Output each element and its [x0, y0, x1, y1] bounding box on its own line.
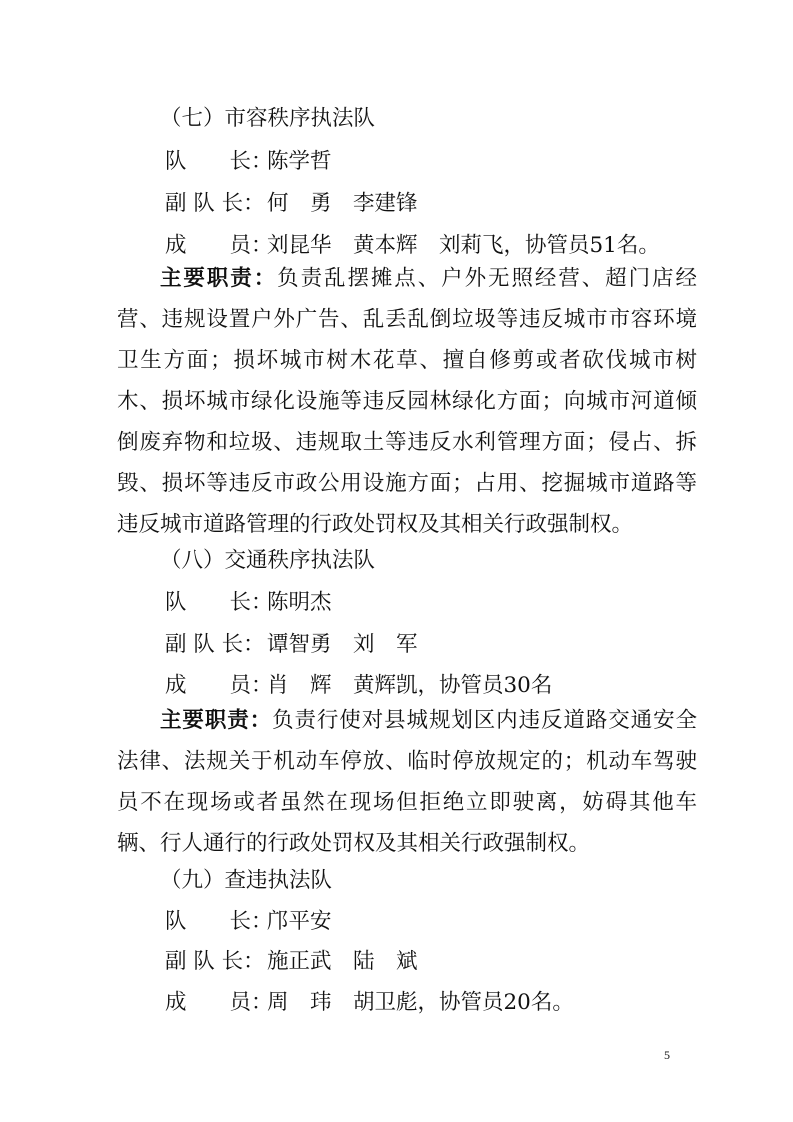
member-names: 周 玮 胡卫彪，协管员20名。: [267, 990, 574, 1015]
duty-paragraph-8: [117, 700, 697, 864]
duty-text: 负责乱摆摊点、户外无照经营、超门店经营、违规设置户外广告、乱丢乱倒垃圾等违反城市市容环境卫生方面；损坏城市树木花草、擅自修剪或者砍伐城市树木、损坏城市绿化设施等违反园林绿化方面；向城市河道倾倒废弃物和垃圾、违规取土等违反水利管理方面；侵占、拆毁、损坏等违反市政公用设施方面；占用、挖掘城市道路等违反城市道路管理的行政处罚权及其相关行政强制权。: [117, 266, 697, 537]
member-names: 施正武 陆 斌: [267, 949, 418, 974]
member-names: 刘昆华 黄本辉 刘莉飞，协管员51名。: [267, 233, 660, 258]
member-names: 谭智勇 刘 军: [267, 632, 418, 657]
duty-paragraph-7: [117, 258, 697, 545]
vice-captain-row-9: [165, 947, 418, 977]
role-label: 队 长：: [165, 590, 273, 615]
member-names: 邝平安: [267, 909, 332, 934]
role-label: 副 队 长：: [165, 949, 265, 974]
role-label: 成 员：: [165, 233, 273, 258]
section-heading-9: （九）查违执法队: [160, 868, 333, 893]
members-row-7: [165, 231, 660, 261]
member-names: 肖 辉 黄辉凯，协管员30名: [267, 673, 553, 698]
captain-row-8: [165, 588, 332, 618]
members-row-9: [165, 988, 574, 1018]
role-label: 副 队 长：: [165, 632, 265, 657]
members-row-8: [165, 671, 552, 701]
role-label: 队 长：: [165, 149, 273, 174]
duty-label: 主要职责：: [160, 266, 278, 291]
vice-captain-row-8: [165, 630, 418, 660]
member-names: 陈明杰: [267, 590, 332, 615]
role-label: 成 员：: [165, 990, 273, 1015]
role-label: 成 员：: [165, 673, 273, 698]
member-names: 陈学哲: [267, 149, 332, 174]
duty-label: 主要职责：: [160, 708, 273, 733]
member-names: 何 勇 李建锋: [267, 191, 418, 216]
role-label: 副 队 长：: [165, 191, 265, 216]
page-number: 5: [664, 1048, 670, 1062]
duty-text: 负责行使对县城规划区内违反道路交通安全法律、法规关于机动车停放、临时停放规定的；机动车驾驶员不在现场或者虽然在现场但拒绝立即驶离，妨碍其他车辆、行人通行的行政处罚权及其相关行政强制权。: [117, 708, 697, 856]
role-label: 队 长：: [165, 909, 273, 934]
vice-captain-row-7: [165, 189, 418, 219]
section-heading-7: （七）市容秩序执法队: [160, 106, 376, 131]
captain-row-7: [165, 147, 332, 177]
section-heading-8: （八）交通秩序执法队: [160, 548, 376, 573]
captain-row-9: [165, 907, 332, 937]
